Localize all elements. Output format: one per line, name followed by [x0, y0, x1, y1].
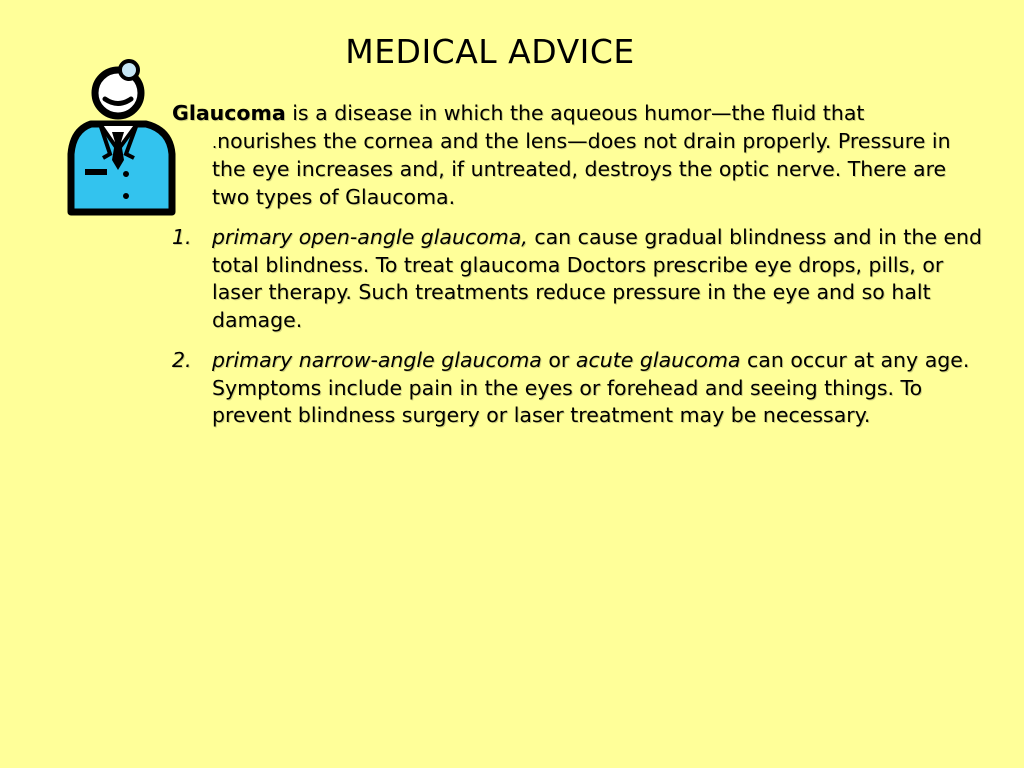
- glaucoma-term: Glaucoma: [172, 101, 286, 125]
- stray-dot: .: [212, 132, 218, 152]
- doctor-icon: [62, 58, 180, 216]
- item-text-2: can occur at any age. Symptoms include pain in the eyes or forehead and seeing things. To prevent blindness surgery or laser treatment may be necessary.: [212, 348, 970, 427]
- type-name-alt: acute glaucoma: [575, 348, 741, 372]
- list-text: [212, 224, 990, 334]
- list-number: 2.: [172, 348, 192, 372]
- intro-paragraph: [172, 100, 990, 211]
- list-number: 1.: [172, 225, 192, 249]
- intro-text-1: is a disease in which the aqueous humor—the fluid that: [285, 101, 865, 125]
- page-title: MEDICAL ADVICE: [345, 32, 635, 71]
- list-text: [212, 347, 990, 430]
- content: [172, 100, 990, 443]
- item-text: or: [541, 348, 576, 372]
- intro-text-rest: nourishes the cornea and the lens—does not drain properly. Pressure in the eye increases and, if untreated, destroys the optic nerve. There are two types of Glaucoma.: [212, 128, 951, 209]
- list-item: [172, 347, 990, 430]
- item-text: can cause gradual blindness and in the end total blindness. To treat glaucoma Doctors prescribe eye drops, pills, or laser therapy. Such treatments reduce pressure in the eye and so halt damage.: [212, 225, 983, 332]
- type-name: primary narrow-angle glaucoma: [212, 348, 542, 372]
- list-item: [172, 224, 990, 334]
- type-name: primary open-angle glaucoma,: [212, 225, 528, 249]
